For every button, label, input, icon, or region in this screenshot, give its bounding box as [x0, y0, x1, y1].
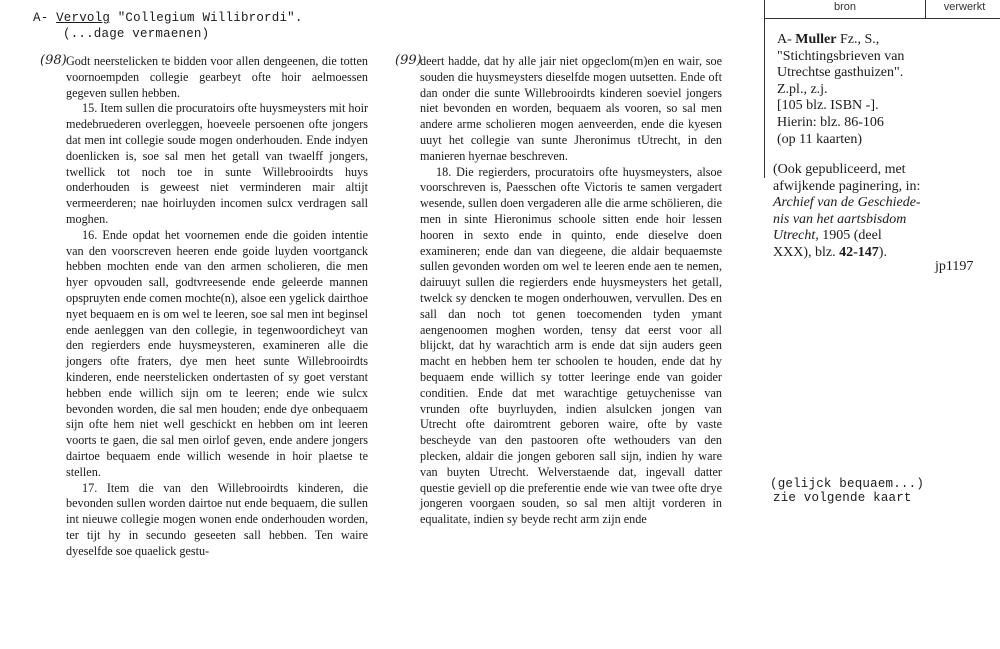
header-vervolg: Vervolg	[56, 11, 111, 25]
reference-block	[777, 32, 987, 148]
reference-table-header	[764, 0, 1000, 19]
text-column-right	[420, 54, 722, 528]
reference-line: (op 11 kaarten)	[777, 131, 862, 147]
paragraph: Godt neerstelicken te bidden voor allen dengeenen, die totten voornoempden collegie gearbeyt ofte hoir aelmoessen gegeven sullen hebben.	[66, 54, 368, 100]
catalog-code: jp1197	[935, 259, 974, 274]
header-prefix: A-	[33, 11, 57, 25]
reference-line: "Stichtingsbrieven van	[777, 48, 905, 64]
reference-divider	[764, 18, 765, 178]
publication-note	[773, 162, 988, 262]
note-line: (Ook gepubliceerd, met	[773, 162, 906, 177]
reference-line: Z.pl., z.j.	[777, 81, 828, 97]
reference-line: [105 blz. ISBN -].	[777, 98, 879, 114]
reference-author: Muller	[795, 32, 837, 47]
paragraph: 15. Item sullen die procuratoirs ofte huysmeysters mit hoir medebruederen overleggen, hoeveele persoenen ofte jongers dat men int collegie soude mogen onderhouden. Ende indyen doenlicken is, soe sal men het getall van twaelff jongers, twellick tot noch toe in sunte Willebrooirdts huys onderhouden is geweest niet verminderen mair altijt vermeerderen; nae hoirluyden incomen sulcx verdragen sall moghen.	[66, 101, 369, 226]
note-line: afwijkende paginering, in:	[773, 178, 921, 194]
continuation-note: (gelijck bequaem...)	[770, 477, 925, 491]
page-number-right: (99)	[395, 53, 422, 68]
note-line: Utrecht, 1905 (deel	[773, 228, 882, 244]
reference-line: A- Muller Fz., S.,	[777, 32, 880, 47]
header-subtitle: (...dage vermaenen)	[63, 27, 210, 41]
reference-line: Utrechtse gasthuizen".	[777, 65, 904, 81]
header-title	[33, 11, 303, 25]
paragraph: 18. Die regierders, procuratoirs ofte huysmeysters, alsoe voorschreven is, Paesschen ofte Victoris te samen vergadert wesende, sullen doen vergaderen alle die arme schölieren, die men in sinte Hieronimus schoole sitten ende hoir lessen hooren in sexto ende in quinto, ende dieselve doen examineren; ende dan van diegeene, die aldair bequaemste sullen gevonden worden om wel te leeren ende aen te nemen, dairuuyt sullen die regierders ende huysmeysters het getall, twelck sy dencken te mogen onderhouwen, vervullen. Des en sall dan noch tot genen toecomenden tyden ymant aengenoomen moghen worden, tensy dat eerst voor all blijckt, dat hy warachtich arm is ende dat sijn auders geen macht en hebben hem ter schoolen te houden, ende dat hy bequaem ende willich sy totter leeringe ende van goider conditien. Ende dat met warachtige getuychenisse van vrunden ofte buyrluyden, indien alsulcken jongen van Utrecht ofte dairomtrent geboren waire, ofte by vaste bescheyde van den pastooren ofte wethouders van den plecken, aldair die jongen geboren sall sijn, indien hy ware van buyten Utrecht. Welverstaende dat, ingevall datter questie geviell op die preferentie ende wie van twee ofte drye jongeren voorgaen souden, so sal men altijt vorderen in equalitate, indien sy beyde recht arm zijn ende	[420, 164, 722, 527]
note-line: Archief van de Geschiede-	[773, 195, 921, 211]
continuation-note: zie volgende kaart	[773, 491, 912, 505]
page-number-left: (98)	[40, 53, 67, 68]
note-line: XXX), blz. 42-147).	[773, 244, 887, 260]
table-header-verwerkt: verwerkt	[943, 1, 986, 13]
paragraph: 17. Item die van den Willebrooirdts kinderen, die bevonden sullen worden dairtoe nut ende bequaem, die sullen int nieuwe collegie mogen wonen ende onderhouden worden, ter tijt hy in secundo geseeten sall hebben. Ten waire dyeselfde soe quaelick gestu-	[66, 480, 368, 558]
paragraph: 16. Ende opdat het voornemen ende die goiden intentie van den voorscreven heeren ende goide luyden voortganck hebben mochten ende van den armen scholieren, die men hyer opvouden sall, godtvreesende ende geleerde mannen opspruyten ende comen mochte(n), alsoe een ygelick dairthoe nyet bequaem en is om wel te leeren, soe sal men int beginsel ende aenleggen van den collegie, in tegenwoordicheyt van den regierders ende huysmeysteren, examineren alle die jongers ofte fraters, dye men heet sunte Willebrooirdts kinderen, ende neerstelicken ondertasten of sy goet verstant hebben ende willich sijn om te leeren; ende wie sulcx bevonden worden, die sal men houden; ende dye onbequaem sijn ofte hem niet well geschickt en hebben om int leeren voorts te gaen, die sal men oirlof geven, ende andere jongers dairtoe bequaem ende willich wesende in hoir plaetse te stellen.	[66, 227, 368, 479]
header-title-rest: "Collegium Willibrordi".	[110, 11, 303, 25]
text-column-left	[66, 54, 368, 560]
reference-line: Hierin: blz. 86-106	[777, 114, 884, 130]
paragraph: deert hadde, dat hy alle jair niet opgeclom(m)en en wair, soe souden die huysmeysters dieselfde mogen uutsetten. Ende oft dan onder die sunte Willebrooirdts kinderen soeviel jongers niet bevonden en worden, bequaem als vooren, so sal men andere arme scholieren mogen aenveerden, ende die kyesen uuyt het collegie van sunte Jheronimus tUtrecht, in den manieren hyernae beschreven.	[420, 54, 722, 163]
table-header-bron: bron	[765, 0, 926, 18]
note-line: nis van het aartsbisdom	[773, 211, 907, 227]
